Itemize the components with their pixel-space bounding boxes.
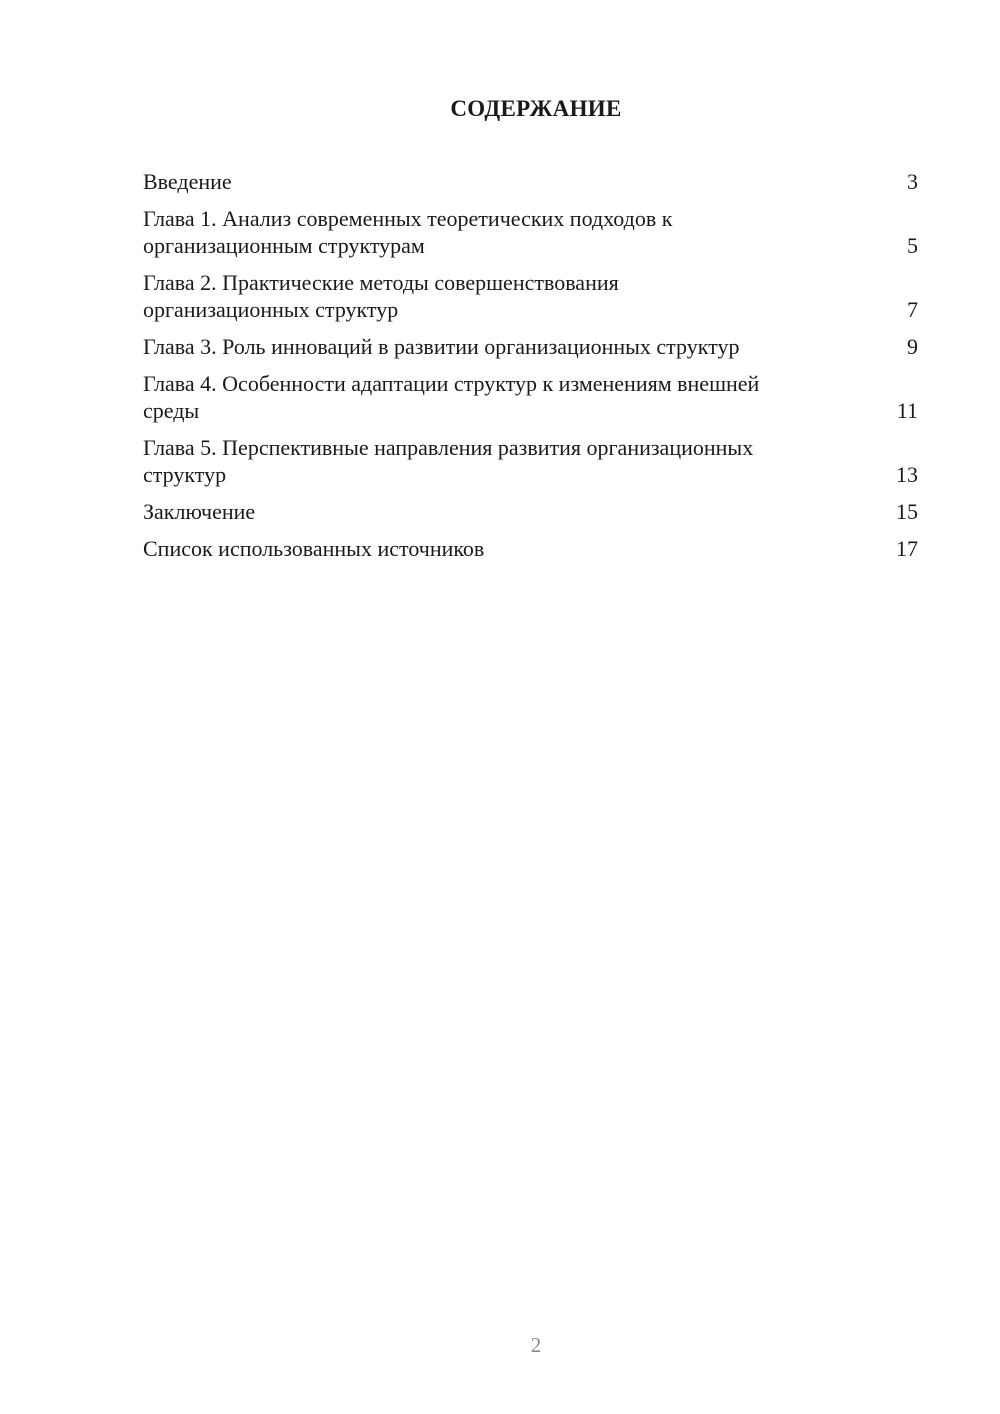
toc-entry-chapter-5 <box>143 434 918 488</box>
page-number: 2 <box>530 1333 542 1357</box>
toc-entry-references <box>143 535 918 562</box>
toc-entry-title: Глава 3. Роль инноваций в развитии организационных структур <box>143 334 740 359</box>
toc-title: СОДЕРЖАНИЕ <box>450 96 622 121</box>
toc-entry-page: 5 <box>907 233 918 258</box>
toc-entry-page: 7 <box>907 297 918 322</box>
toc-entry-chapter-2 <box>143 269 918 323</box>
toc-entry-page: 17 <box>896 536 918 561</box>
toc-entry-page: 9 <box>907 334 918 359</box>
toc-entry-chapter-1 <box>143 205 918 259</box>
toc-entry-title: Введение <box>143 169 232 194</box>
toc-entry-title: Глава 2. Практические методы совершенствования организационных структур <box>143 270 619 322</box>
toc-entry-introduction <box>143 168 918 195</box>
toc-entry-title: Список использованных источников <box>143 536 485 561</box>
toc-entry-title: Заключение <box>143 499 256 524</box>
toc-entry-page: 11 <box>896 398 918 423</box>
toc-entry-title: Глава 1. Анализ современных теоретических подходов к организационным структурам <box>143 206 673 258</box>
toc-entry-page: 15 <box>896 499 918 524</box>
toc-entry-conclusion <box>143 498 918 525</box>
toc-entry-chapter-3 <box>143 333 918 360</box>
toc-entry-title: Глава 5. Перспективные направления развития организационных структур <box>143 435 754 487</box>
toc-entry-page: 3 <box>907 169 918 194</box>
toc-entry-title: Глава 4. Особенности адаптации структур к изменениям внешней среды <box>143 371 760 423</box>
toc-entry-page: 13 <box>896 462 918 487</box>
table-of-contents <box>143 168 918 572</box>
toc-entry-chapter-4 <box>143 370 918 424</box>
